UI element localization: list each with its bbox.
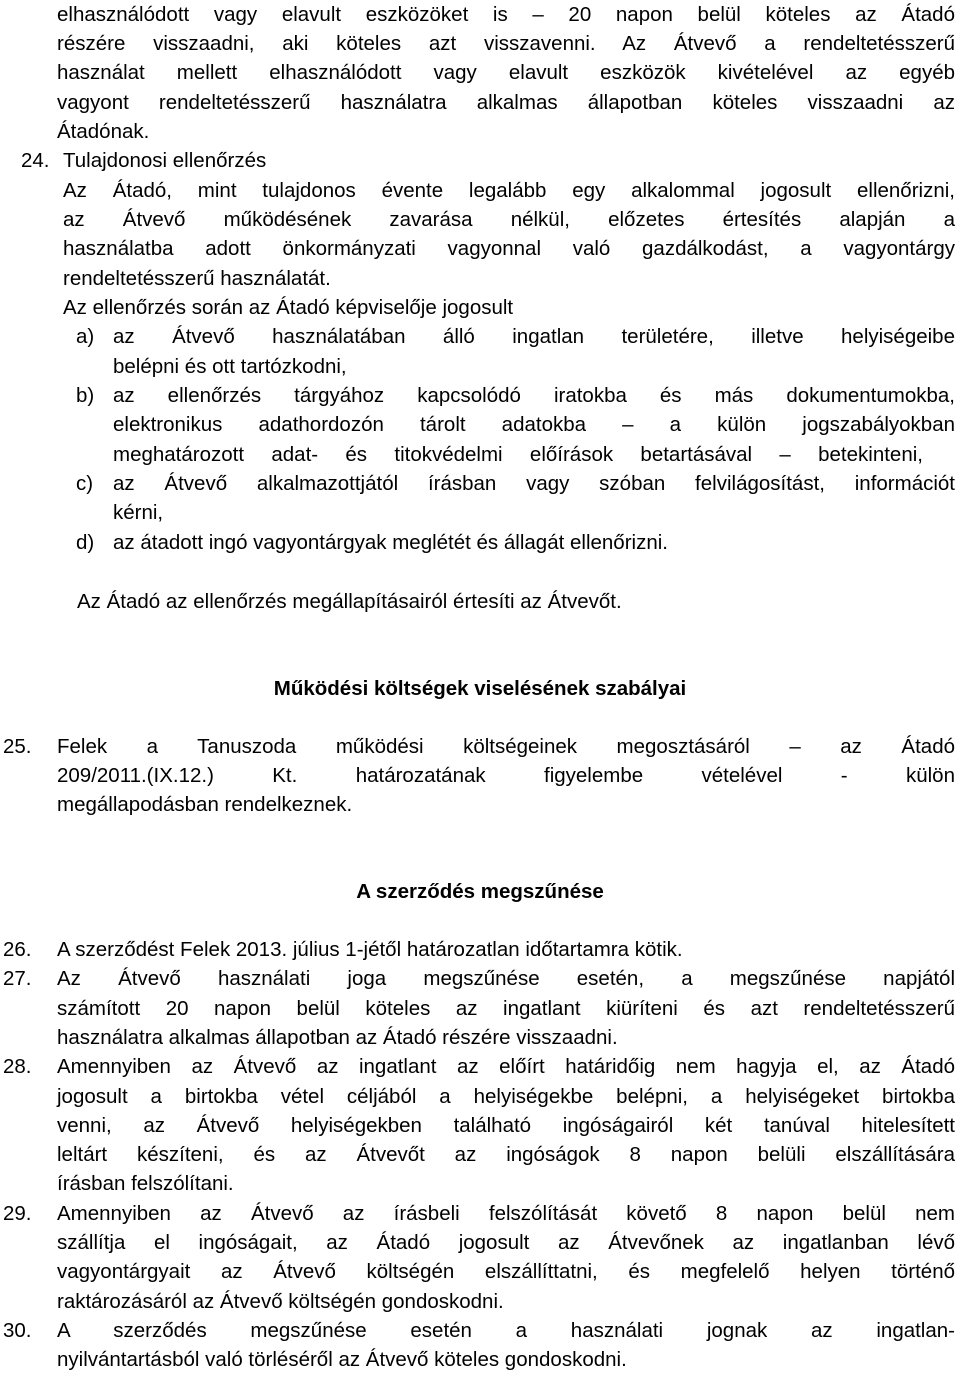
text-line: Felek a Tanuszoda működési költségeinek megosztásáról – az Átadó bbox=[57, 735, 955, 758]
text-line: használat mellett elhasználódott vagy elavult eszközök kivételével az egyéb bbox=[57, 61, 955, 84]
text-line: elhasználódott vagy elavult eszközöket is – 20 napon belül köteles az Átadó bbox=[57, 3, 955, 26]
text-line: venni, az Átvevő helyiségekben található ingóságairól két tanúval hitelesített bbox=[57, 1114, 955, 1137]
text-line: elektronikus adathordozón tárolt adatokba – a külön jogszabályokban bbox=[113, 413, 955, 436]
section-title: Tulajdonosi ellenőrzés bbox=[63, 149, 267, 172]
text-line: vagyont rendeltetésszerű használatra alkalmas állapotban köteles visszaadni az bbox=[57, 91, 955, 114]
text-line: leltárt készíteni, és az Átvevőt az ingóságok 8 napon belüli elszállítására bbox=[57, 1143, 955, 1166]
rights-intro: Az ellenőrzés során az Átadó képviselője jogosult bbox=[63, 296, 514, 319]
closing-sentence: Az Átadó az ellenőrzés megállapításairól értesíti az Átvevőt. bbox=[77, 590, 622, 613]
text-line: vagyontárgyait az Átvevő költségén elszállíttatni, és megfelelő helyen történő bbox=[57, 1260, 955, 1283]
section-heading-costs: Működési költségek viselésének szabályai bbox=[273, 677, 687, 700]
section-number: 25. bbox=[3, 735, 32, 758]
text-line: A szerződés megszűnése esetén a használati jognak az ingatlan- bbox=[57, 1319, 955, 1342]
text-line: Az Átadó, mint tulajdonos évente legalább egy alkalommal jogosult ellenőrizni, bbox=[63, 179, 955, 202]
text-line: Amennyiben az Átvevő az ingatlant az előírt határidőig nem hagyja el, az Átadó bbox=[57, 1055, 955, 1078]
text-line: számított 20 napon belül köteles az ingatlant kiüríteni és azt rendeltetésszerű bbox=[57, 997, 955, 1020]
list-label: a) bbox=[76, 325, 95, 348]
text-line: szállítja el ingóságait, az Átadó jogosult az Átvevőnek az ingatlanban lévő bbox=[57, 1231, 955, 1254]
section-number: 29. bbox=[3, 1202, 32, 1225]
text-line: nyilvántartásból való törléséről az Átvevő köteles gondoskodni. bbox=[57, 1348, 627, 1371]
text-line: raktározásáról az Átvevő költségén gondoskodni. bbox=[57, 1290, 504, 1313]
text-line: használatra alkalmas állapotban az Átadó részére visszaadni. bbox=[57, 1026, 618, 1049]
text-line: jogosult a birtokba vétel céljából a helyiségekbe belépni, a helyiségeket birtokba bbox=[57, 1085, 955, 1108]
section-number: 26. bbox=[3, 938, 32, 961]
text-line: 209/2011.(IX.12.) Kt. határozatának figyelembe vételével - külön bbox=[57, 764, 955, 787]
text-line: írásban felszólítani. bbox=[57, 1172, 234, 1195]
section-number: 30. bbox=[3, 1319, 32, 1342]
list-label: b) bbox=[76, 384, 95, 407]
text-line: megállapodásban rendelkeznek. bbox=[57, 793, 353, 816]
text-line: az ellenőrzés tárgyához kapcsolódó iratokba és más dokumentumokba, bbox=[113, 384, 955, 407]
section-number: 27. bbox=[3, 967, 32, 990]
text-line: részére visszaadni, aki köteles azt visszavenni. Az Átvevő a rendeltetésszerű bbox=[57, 32, 955, 55]
text-line: az Átvevő alkalmazottjától írásban vagy szóban felvilágosítást, információt bbox=[113, 472, 955, 495]
text-line: az átadott ingó vagyontárgyak meglétét és állagát ellenőrizni. bbox=[113, 531, 668, 554]
text-line: belépni és ott tartózkodni, bbox=[113, 355, 347, 378]
text-line: meghatározott adat- és titokvédelmi előírások betartásával – betekinteni, bbox=[113, 443, 923, 466]
section-heading-termination: A szerződés megszűnése bbox=[356, 880, 604, 903]
section-number: 24. bbox=[21, 149, 50, 172]
text-line: A szerződést Felek 2013. július 1-jétől határozatlan időtartamra kötik. bbox=[57, 938, 683, 961]
text-line: kérni, bbox=[113, 501, 164, 524]
section-number: 28. bbox=[3, 1055, 32, 1078]
text-line: használatba adott önkormányzati vagyonnal való gazdálkodást, a vagyontárgy bbox=[63, 237, 955, 260]
list-label: c) bbox=[76, 472, 94, 495]
list-label: d) bbox=[76, 531, 95, 554]
text-line: Amennyiben az Átvevő az írásbeli felszólítását követő 8 napon belül nem bbox=[57, 1202, 955, 1225]
text-line: az Átvevő működésének zavarása nélkül, előzetes értesítés alapján a bbox=[63, 208, 955, 231]
text-line: az Átvevő használatában álló ingatlan területére, illetve helyiségeibe bbox=[113, 325, 955, 348]
text-line: Átadónak. bbox=[57, 120, 150, 143]
text-line: Az Átvevő használati joga megszűnése esetén, a megszűnése napjától bbox=[57, 967, 955, 990]
text-line: rendeltetésszerű használatát. bbox=[63, 267, 331, 290]
